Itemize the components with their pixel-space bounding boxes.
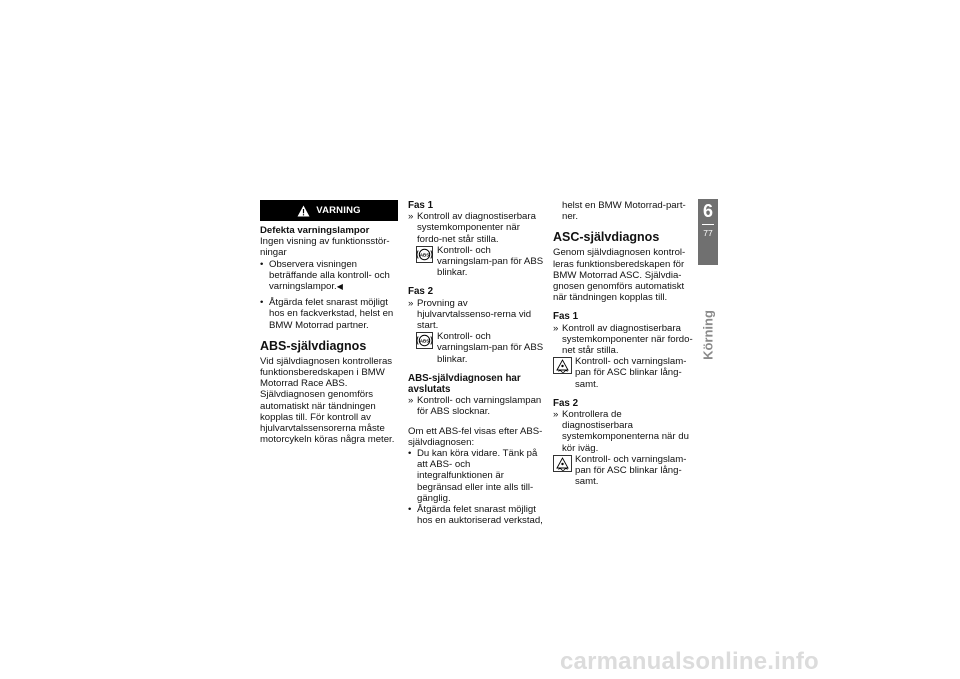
tab-divider [702,224,714,225]
page-number: 77 [703,228,713,238]
end-mark-icon: ◀ [336,282,343,292]
warning-bullet-1 [260,259,398,293]
warning-text: Ingen visning av funktionsstör-ningar [260,236,390,259]
fas1-step: » Kontroll av diagnostiserbara systemkomponenter när fordo-net står stilla. [408,211,546,245]
asc-fas1-heading: Fas 1 [553,311,579,323]
warning-box [260,200,398,221]
fas1-lamp-line [408,245,546,279]
asc-warning-lamp-icon [553,455,572,472]
warning-bullet-2: • Åtgärda felet snarast möjligt hos en fackverkstad, helst en BMW Motorrad partner. [260,297,398,331]
asc-fas2-heading: Fas 2 [553,397,579,409]
fas2-step: » Provning av hjulvarvtalssenso-rerna vid start. [408,298,546,332]
section-label-text: Körning [700,310,716,360]
abs-warning-lamp-icon [416,246,433,263]
column-1 [260,200,398,445]
fas1-lamp-text: Kontroll- och varningslam-pan för ABS blinkar. [437,244,544,279]
watermark: carmanualsonline.info [560,648,819,675]
warning-heading: Defekta varningslampor [260,225,370,236]
asc-fas1-lamp-line [553,356,693,390]
warning-label: VARNING [316,204,361,216]
fas2-lamp-line [408,331,546,365]
section-label [693,310,723,360]
continued-text: helst en BMW Motorrad-part-ner. [562,200,686,223]
heading-asc-selfdiagnosis: ASC-självdiagnos [553,230,660,245]
asc-fas1-lamp-text: Kontroll- och varningslam-pan för ASC blinkar lång-samt. [575,356,687,390]
abs-paragraph: Vid självdiagnosen kontrolleras funktionsberedskapen i BMW Motorrad Race ABS. Självdiagnosen genomförs automatiskt när tändningen kopplas till. För kontroll av hjulvarvtalssensorerna måste motorcykeln köras några meter. [260,355,395,446]
asc-warning-lamp-icon [553,357,572,374]
warning-triangle-icon [297,205,310,217]
column-2 [408,200,546,526]
fault-bullet-2: • Åtgärda felet snarast möjligt hos en auktoriserad verkstad, [408,504,546,526]
completed-heading: ABS-självdiagnosen har avslutats [408,372,521,396]
asc-fas1-step: » Kontroll av diagnostiserbara systemkomponenter när fordo-net står stilla. [553,323,693,357]
fault-bullet-1: • Du kan köra vidare. Tänk på att ABS- och integralfunktionen är begränsad eller inte alls till-gänglig. [408,448,546,504]
heading-abs-selfdiagnosis: ABS-självdiagnos [260,338,367,353]
fault-paragraph: Om ett ABS-fel visas efter ABS-självdiagnosen: [408,425,543,448]
completed-step: » Kontroll- och varningslampan för ABS slocknar. [408,395,546,417]
abs-warning-lamp-icon [416,332,433,349]
fas1-heading: Fas 1 [408,200,434,211]
asc-paragraph: Genom självdiagnosen kontrol-leras funktionsberedskapen för BMW Motorrad ASC. Självdia-gnosen genomförs automatiskt när tändningen kopplas till. [553,247,686,304]
bullet-text: Observera visningen beträffande alla kontroll- och varningslampor. [269,258,390,293]
svg-text:ABS: ABS [419,338,430,344]
asc-fas2-lamp-line [553,454,693,488]
svg-text:ABS: ABS [419,252,430,258]
asc-fas2-step: » Kontrollera de diagnostiserbara systemkomponenterna när du kör iväg. [553,409,693,454]
chapter-tab [698,199,718,265]
fas2-heading: Fas 2 [408,286,434,298]
chapter-number: 6 [702,201,713,221]
asc-fas2-lamp-text: Kontroll- och varningslam-pan för ASC blinkar lång-samt. [575,453,687,488]
fas2-lamp-text: Kontroll- och varningslam-pan för ABS blinkar. [437,331,544,365]
column-3 [553,200,693,487]
